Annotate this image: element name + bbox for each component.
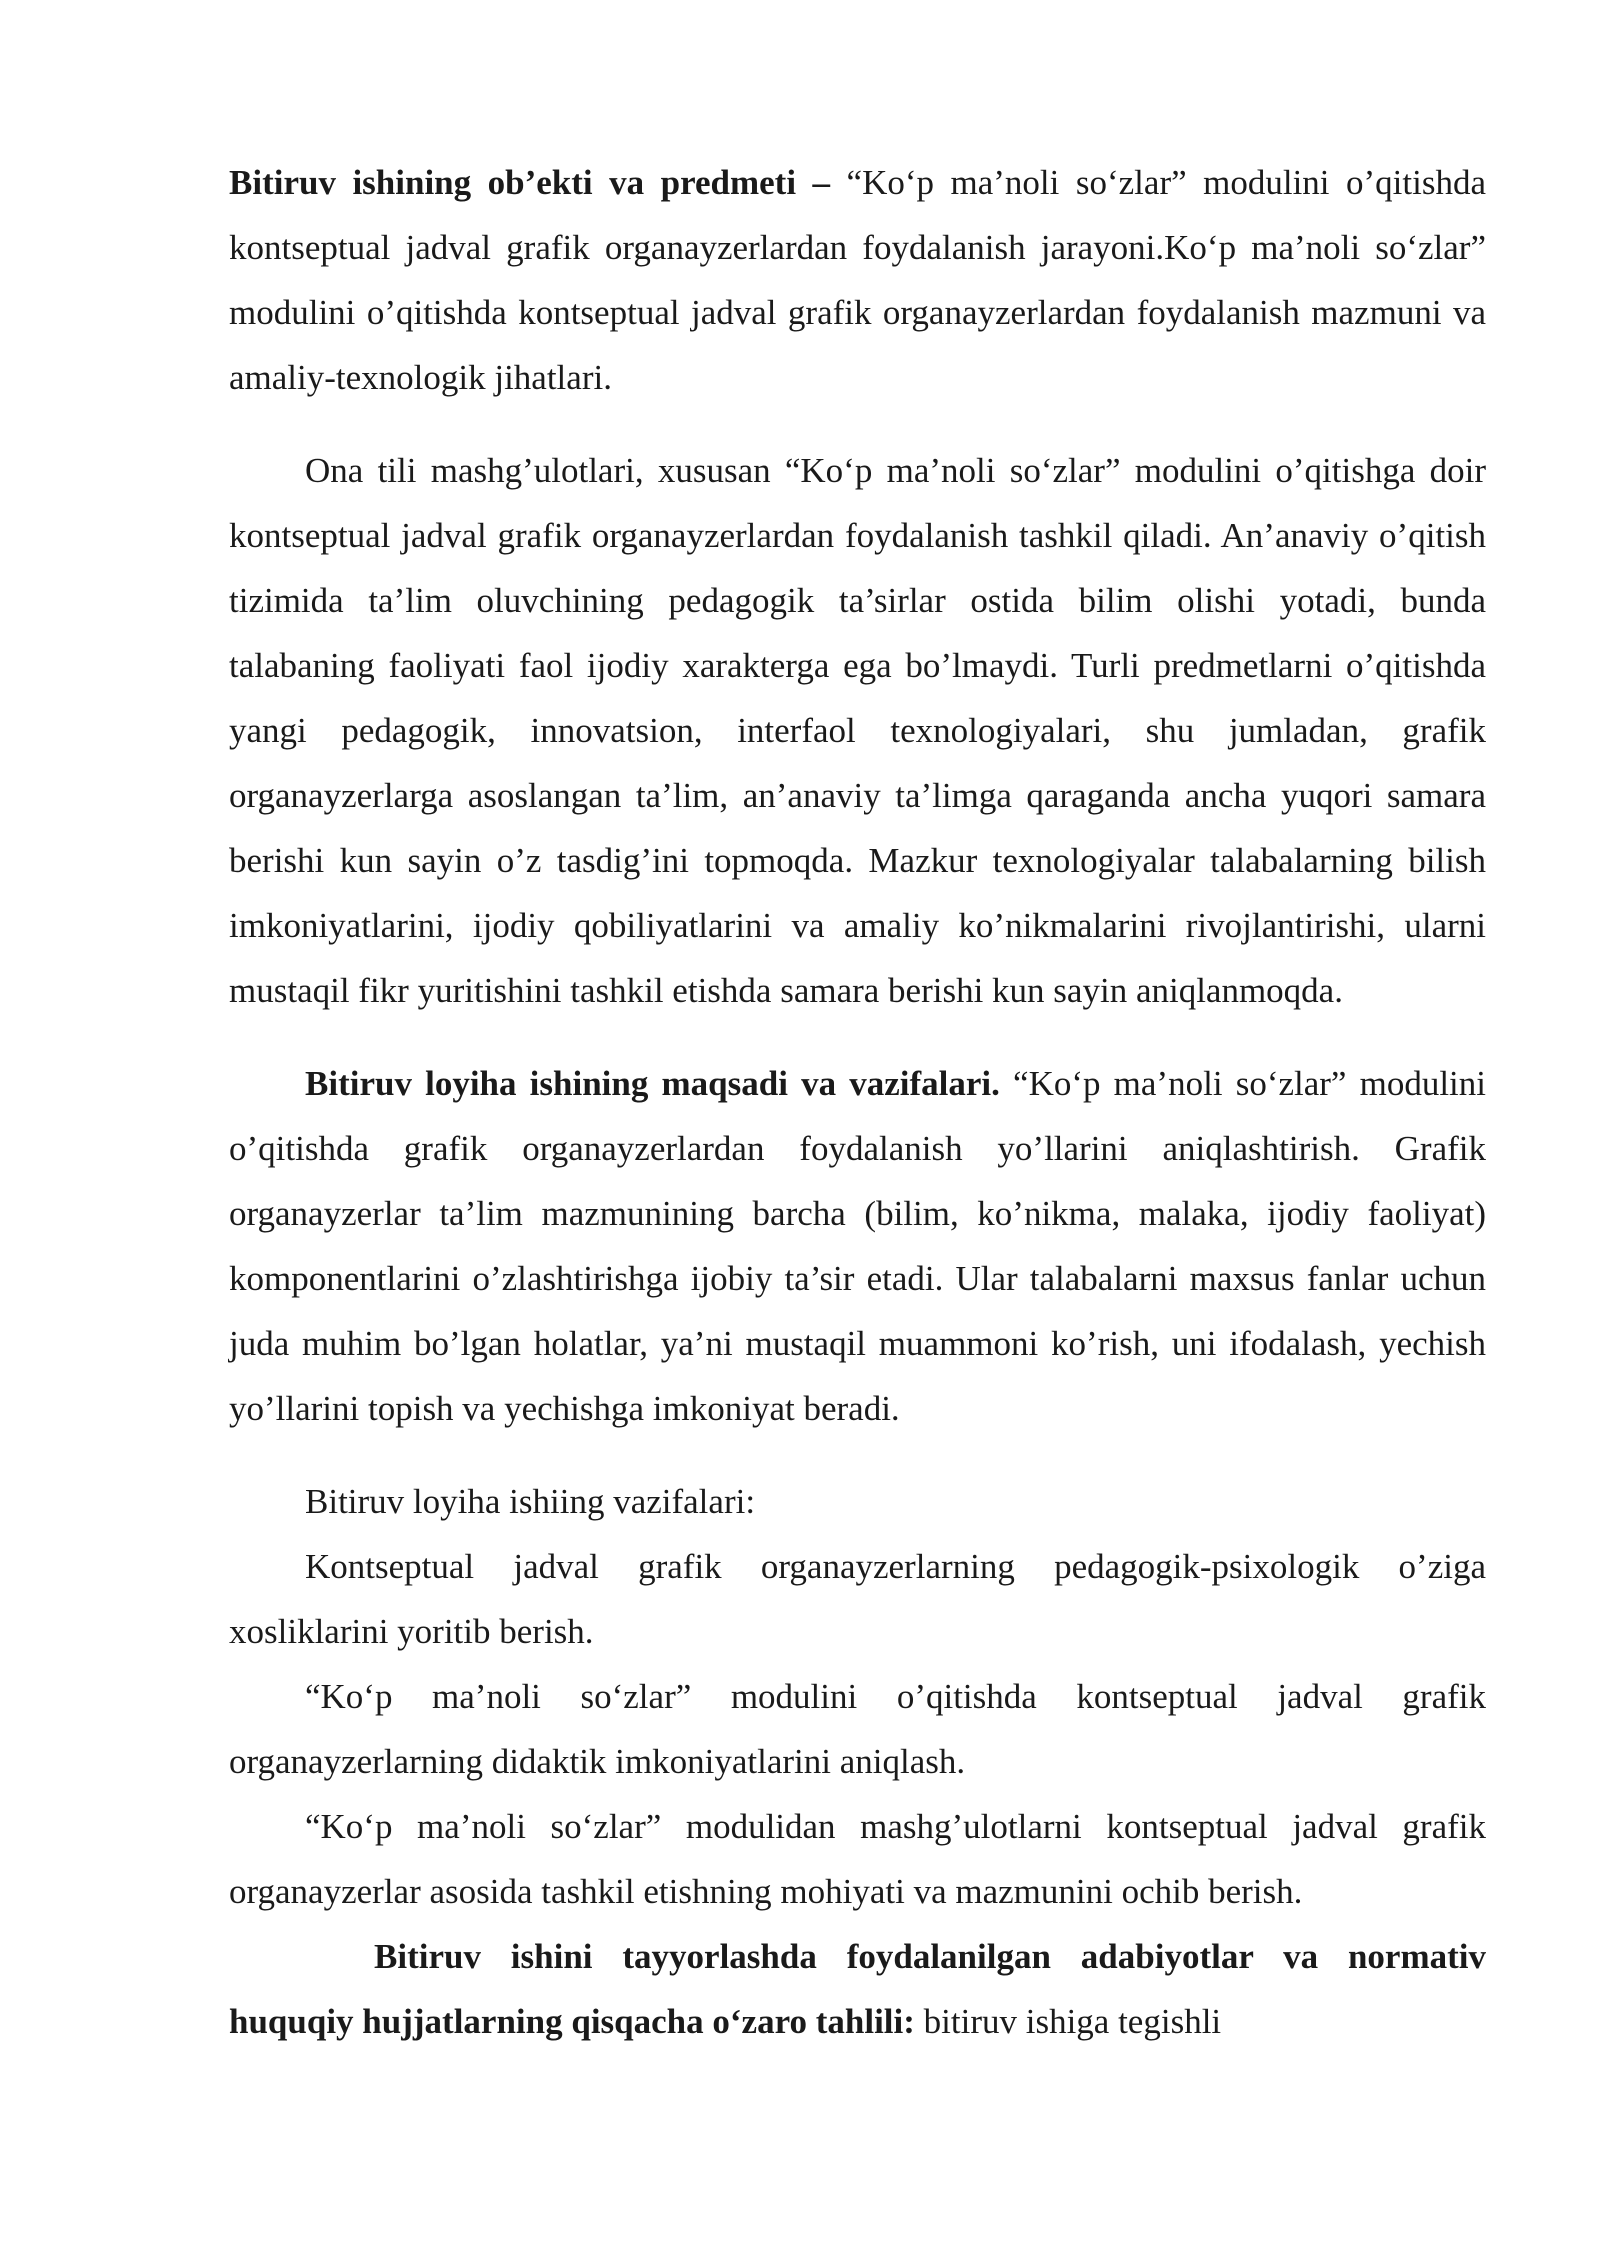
paragraph-task-3 [229,1794,1486,1924]
paragraph-text: Ona tili mashg’ulotlari, xususan “Ko‘p ma’noli so‘zlar” modulini o’qitishga doir kontseptual jadval grafik organayzerlardan foydalanish tashkil qiladi. An’anaviy o’qitish tizimida ta’lim oluvchining pedagogik ta’sirlar ostida bilim olishi yotadi, bunda talabaning faoliyati faol ijodiy xarakterga ega bo’lmaydi. Turli predmetlarni o’qitishda yangi pedagogik, innovatsion, interfaol texnologiyalari, shu jumladan, grafik organayzerlarga asoslangan ta’lim, an’anaviy ta’limga qaraganda ancha yuqori samara berishi kun sayin o’z tasdig’ini topmoqda. Mazkur texnologiyalar talabalarning bilish imkoniyatlarini, ijodiy qobiliyatlarini va amaliy ko’nikmalarini rivojlantirishi, ularni mustaqil fikr yuritishini tashkil etishda samara berishi kun sayin aniqlanmoqda. [229,451,1486,1010]
paragraph-heading: Bitiruv loyiha ishining maqsadi va vazifalari. [305,1064,1000,1103]
paragraph-text: “Ko‘p ma’noli so‘zlar” modulini o’qitishda kontseptual jadval grafik organayzerlardan foydalanish jarayoni.Ko‘p ma’noli so‘zlar” modulini o’qitishda kontseptual jadval grafik organayzerlardan foydalanish mazmuni va amaliy-texnologik jihatlari. [229,163,1487,397]
paragraph-task-2 [229,1664,1486,1794]
paragraph-literature-review [229,1924,1486,2054]
paragraph-heading: Bitiruv ishini tayyorlashda foydalanilgan adabiyotlar va normativ huquqiy hujjatlarning qisqacha o‘zaro tahlili: [229,1937,1486,2041]
paragraph-text: “Ko‘p ma’noli so‘zlar” modulini o’qitishda grafik organayzerlardan foydalanish yo’llarini aniqlashtirish. Grafik organayzerlar ta’lim mazmunining barcha (bilim, ko’nikma, malaka, ijodiy faoliyat) komponentlarini o’zlashtirishga ijobiy ta’sir etadi. Ular talabalarni maxsus fanlar uchun juda muhim bo’lgan holatlar, ya’ni mustaqil muammoni ko’rish, uni ifodalash, yechish yo’llarini topish va yechishga imkoniyat beradi. [229,1064,1487,1428]
paragraph-text: Bitiruv loyiha ishiing vazifalari: [305,1482,756,1521]
paragraph-text: “Ko‘p ma’noli so‘zlar” modulini o’qitishda kontseptual jadval grafik organayzerlarning didaktik imkoniyatlarini aniqlash. [229,1677,1486,1781]
paragraph-native-language-lessons [229,438,1486,1023]
paragraph-object-subject [229,150,1486,410]
paragraph-text: bitiruv ishiga tegishli [914,2002,1222,2041]
paragraph-task-1 [229,1534,1486,1664]
paragraph-goals-tasks [229,1051,1486,1441]
paragraph-text: Kontseptual jadval grafik organayzerlarning pedagogik-psixologik o’ziga xosliklarini yoritib berish. [229,1547,1486,1651]
paragraph-text: “Ko‘p ma’noli so‘zlar” modulidan mashg’ulotlarni kontseptual jadval grafik organayzerlar asosida tashkil etishning mohiyati va mazmunini ochib berish. [229,1807,1486,1911]
paragraph-tasks-intro [229,1469,1486,1534]
paragraph-heading: Bitiruv ishining ob’ekti va predmeti – [229,163,831,202]
